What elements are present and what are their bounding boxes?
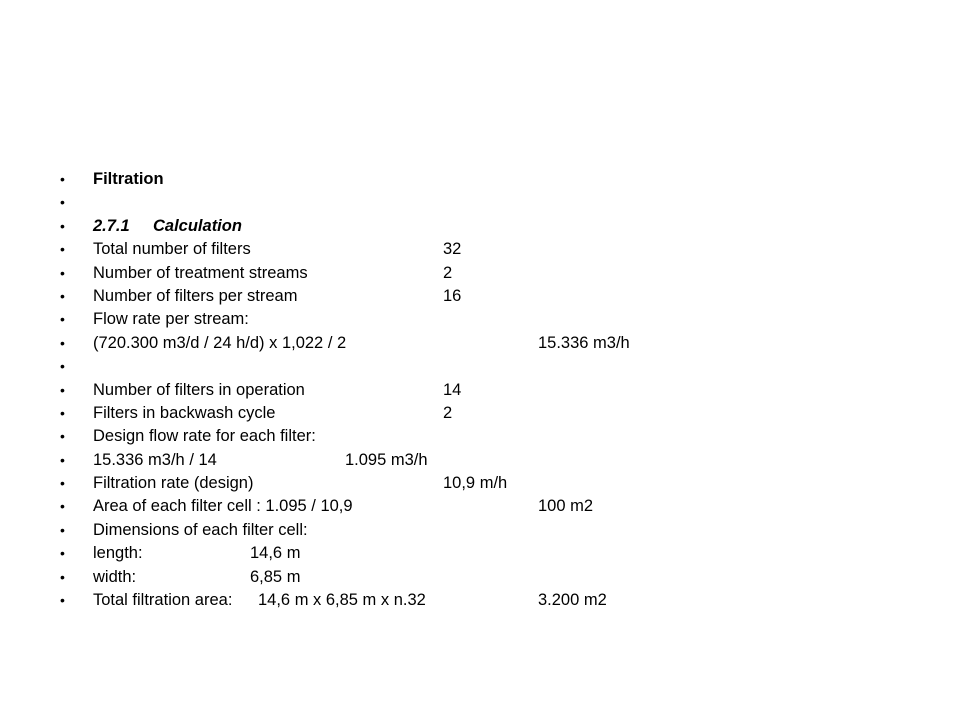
item-value: 16 xyxy=(443,286,462,305)
item-text: Design flow rate for each filter: xyxy=(93,427,316,446)
item-label: Number of treatment streams xyxy=(93,263,308,282)
bullet-icon: • xyxy=(60,568,65,585)
bullet-icon: • xyxy=(60,475,65,492)
item-value: 6,85 m xyxy=(250,567,301,586)
bullet-icon: • xyxy=(60,287,65,304)
item-label: length: xyxy=(93,544,143,563)
subsection-heading xyxy=(93,215,242,238)
item-value: 2 xyxy=(443,403,453,422)
bullet-icon: • xyxy=(60,381,65,398)
bullet-icon: • xyxy=(60,217,65,234)
item-label: Filtration rate (design) xyxy=(93,474,254,493)
bullet-icon: • xyxy=(60,451,65,468)
bullet-icon: • xyxy=(60,498,65,515)
item-text: Dimensions of each filter cell: xyxy=(93,520,308,539)
item-label: (720.300 m3/d / 24 h/d) x 1,022 / 2 xyxy=(93,333,347,352)
section-heading: Filtration xyxy=(93,170,164,188)
subsection-number: 2.7.1 xyxy=(93,216,130,235)
item-formula: 14,6 m x 6,85 m x n.32 xyxy=(258,591,426,610)
item-label: width: xyxy=(93,567,137,586)
item-value: 32 xyxy=(443,240,462,259)
bullet-icon: • xyxy=(60,521,65,538)
bullet-icon: • xyxy=(60,592,65,609)
bullet-icon: • xyxy=(60,545,65,562)
bullet-icon: • xyxy=(60,241,65,258)
item-label: Total number of filters xyxy=(93,240,251,259)
item-text: Flow rate per stream: xyxy=(93,310,249,329)
item-value: 14,6 m xyxy=(250,544,301,563)
item-label: 15.336 m3/h / 14 xyxy=(93,450,217,469)
item-label: Filters in backwash cycle xyxy=(93,403,276,422)
item-value: 100 m2 xyxy=(538,497,594,516)
item-value: 2 xyxy=(443,263,453,282)
subsection-title: Calculation xyxy=(153,216,242,235)
bullet-icon: • xyxy=(60,334,65,351)
bullet-icon: • xyxy=(60,428,65,445)
item-value: 1.095 m3/h xyxy=(345,450,428,469)
item-label: Area of each filter cell : 1.095 / 10,9 xyxy=(93,497,353,516)
item-value: 3.200 m2 xyxy=(538,591,607,610)
item-label: Number of filters in operation xyxy=(93,380,305,399)
bullet-icon: • xyxy=(60,194,65,211)
bullet-icon: • xyxy=(60,264,65,281)
item-value: 15.336 m3/h xyxy=(538,333,630,352)
bullet-icon: • xyxy=(60,171,65,187)
item-label: Number of filters per stream xyxy=(93,286,298,305)
item-label: Total filtration area: xyxy=(93,591,233,610)
item-value: 14 xyxy=(443,380,462,399)
bullet-icon: • xyxy=(60,358,65,375)
bullet-icon: • xyxy=(60,404,65,421)
bullet-icon: • xyxy=(60,311,65,328)
item-value: 10,9 m/h xyxy=(443,474,508,493)
